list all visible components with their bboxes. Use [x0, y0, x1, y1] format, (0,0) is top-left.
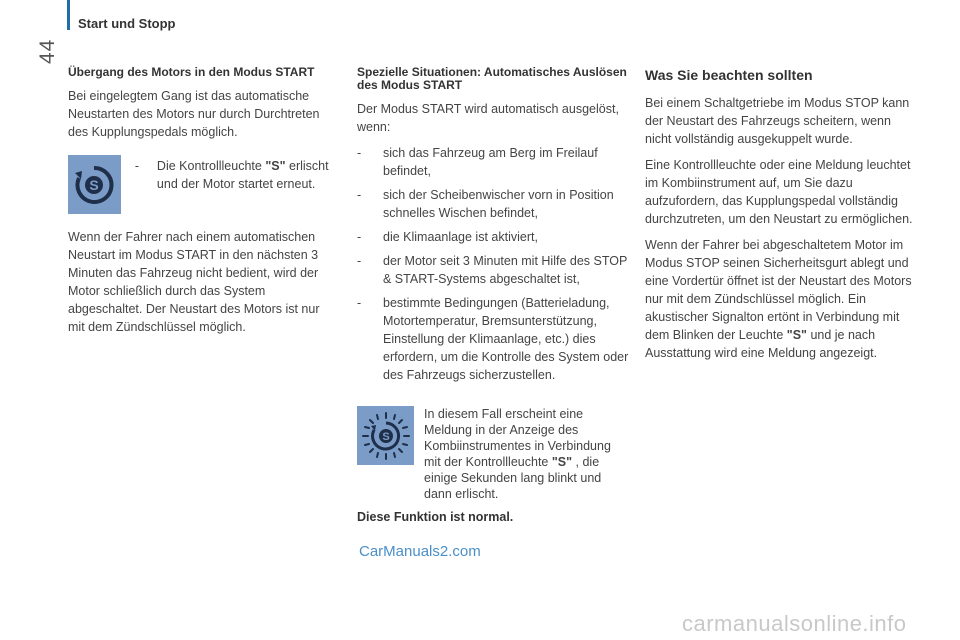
paragraph-outro: Wenn der Fahrer nach einem automatischen Neustart im Modus START in den nächsten 3 Minuten das Fahrzeug nicht bedient, wird der Motor schließlich durch das System abgeschaltet. Der Neustart des Motors ist nur mit dem Zündschlüssel möglich. [68, 230, 320, 334]
blink-text-bold: "S" [551, 455, 573, 469]
icon-item-s [68, 155, 338, 214]
blink-text-before: In diesem Fall erscheint eine Meldung in der Anzeige des Kombiinstrumentes in Verbindung mit der Kontrollleuchte [424, 407, 611, 469]
list-item: - sich das Fahrzeug am Berg im Freilauf befindet, [357, 144, 632, 180]
header-accent-bar [67, 0, 70, 30]
watermark-carmanuals: CarManuals2.com [359, 543, 481, 560]
blink-text [424, 406, 629, 502]
heading-special-situations: Spezielle Situationen: Automatisches Auslösen des Modus START [357, 65, 627, 92]
icon-item-text-before: Die Kontrollleuchte [156, 159, 266, 173]
list-item: - die Klimaanlage ist aktiviert, [357, 228, 632, 246]
paragraph-notes-3 [645, 236, 915, 362]
notes-3-bold: "S" [786, 328, 807, 342]
conditions-list [357, 144, 632, 384]
svg-text:S: S [381, 430, 390, 443]
blink-text-after: , die einige Sekunden lang blinkt und dann erlischt. [424, 455, 602, 501]
paragraph-notes-2: Eine Kontrollleuchte oder eine Meldung leuchtet im Kombiinstrument auf, um Sie dazu aufzufordern, das Kupplungspedal vollständig durchzutreten, um den Neustart zu ermöglichen. [645, 158, 913, 226]
icon-item-text-bold: "S" [265, 159, 286, 173]
paragraph-intro: Bei eingelegtem Gang ist das automatische Neustarten des Motors nur durch Durchtreten des Kupplungspedals möglich. [68, 89, 320, 139]
column-notes [645, 66, 915, 370]
section-title: Start und Stopp [78, 16, 176, 31]
paragraph-notes-1: Bei einem Schaltgetriebe im Modus STOP kann der Neustart des Fahrzeugs scheitern, wenn nicht vollständig ausgekuppelt wurde. [645, 96, 910, 146]
notes-3-before: Wenn der Fahrer bei abgeschaltetem Motor im Modus STOP seinen Sicherheitsgurt ablegt und eine Vordertür öffnet ist der Neustart des Motors nur mit dem Zündschlüssel möglich. Ein akustischer Signalton ertönt in Verbindung mit dem Blinken der Leuchte [645, 238, 912, 342]
list-item: - sich der Scheibenwischer vorn in Position schnelles Wischen befindet, [357, 186, 632, 222]
normal-function-note: Diese Funktion ist normal. [357, 510, 514, 524]
page-number: 44 [36, 38, 59, 64]
svg-text:S: S [89, 176, 100, 193]
watermark-online: carmanualsonline.info [682, 611, 907, 636]
notes-3-after: und je nach Ausstattung wird eine Meldung angezeigt. [645, 328, 878, 360]
list-item: - der Motor seit 3 Minuten mit Hilfe des STOP & START-Systems abgeschaltet ist, [357, 252, 632, 288]
list-item: - bestimmte Bedingungen (Batterieladung, Motortemperatur, Bremsunterstützung, Einstellung der Klimaanlage, etc.) dies erfordern, um die Kontrolle des System oder des Fahrzeugs sicherzustellen. [357, 294, 632, 384]
icon-item-text-after: erlischt und der Motor startet erneut. [156, 159, 329, 191]
s-auto-stop-icon [68, 155, 121, 214]
heading-transition-start: Übergang des Motors in den Modus START [68, 65, 315, 79]
heading-notes: Was Sie beachten sollten [645, 67, 813, 83]
column-motor-start [68, 66, 338, 344]
column-special-situations [357, 66, 632, 526]
paragraph-intro-2: Der Modus START wird automatisch ausgelöst, wenn: [357, 102, 619, 134]
icon-item-blink [357, 406, 632, 502]
s-blinking-icon [357, 406, 414, 465]
icon-item-text [135, 157, 338, 193]
